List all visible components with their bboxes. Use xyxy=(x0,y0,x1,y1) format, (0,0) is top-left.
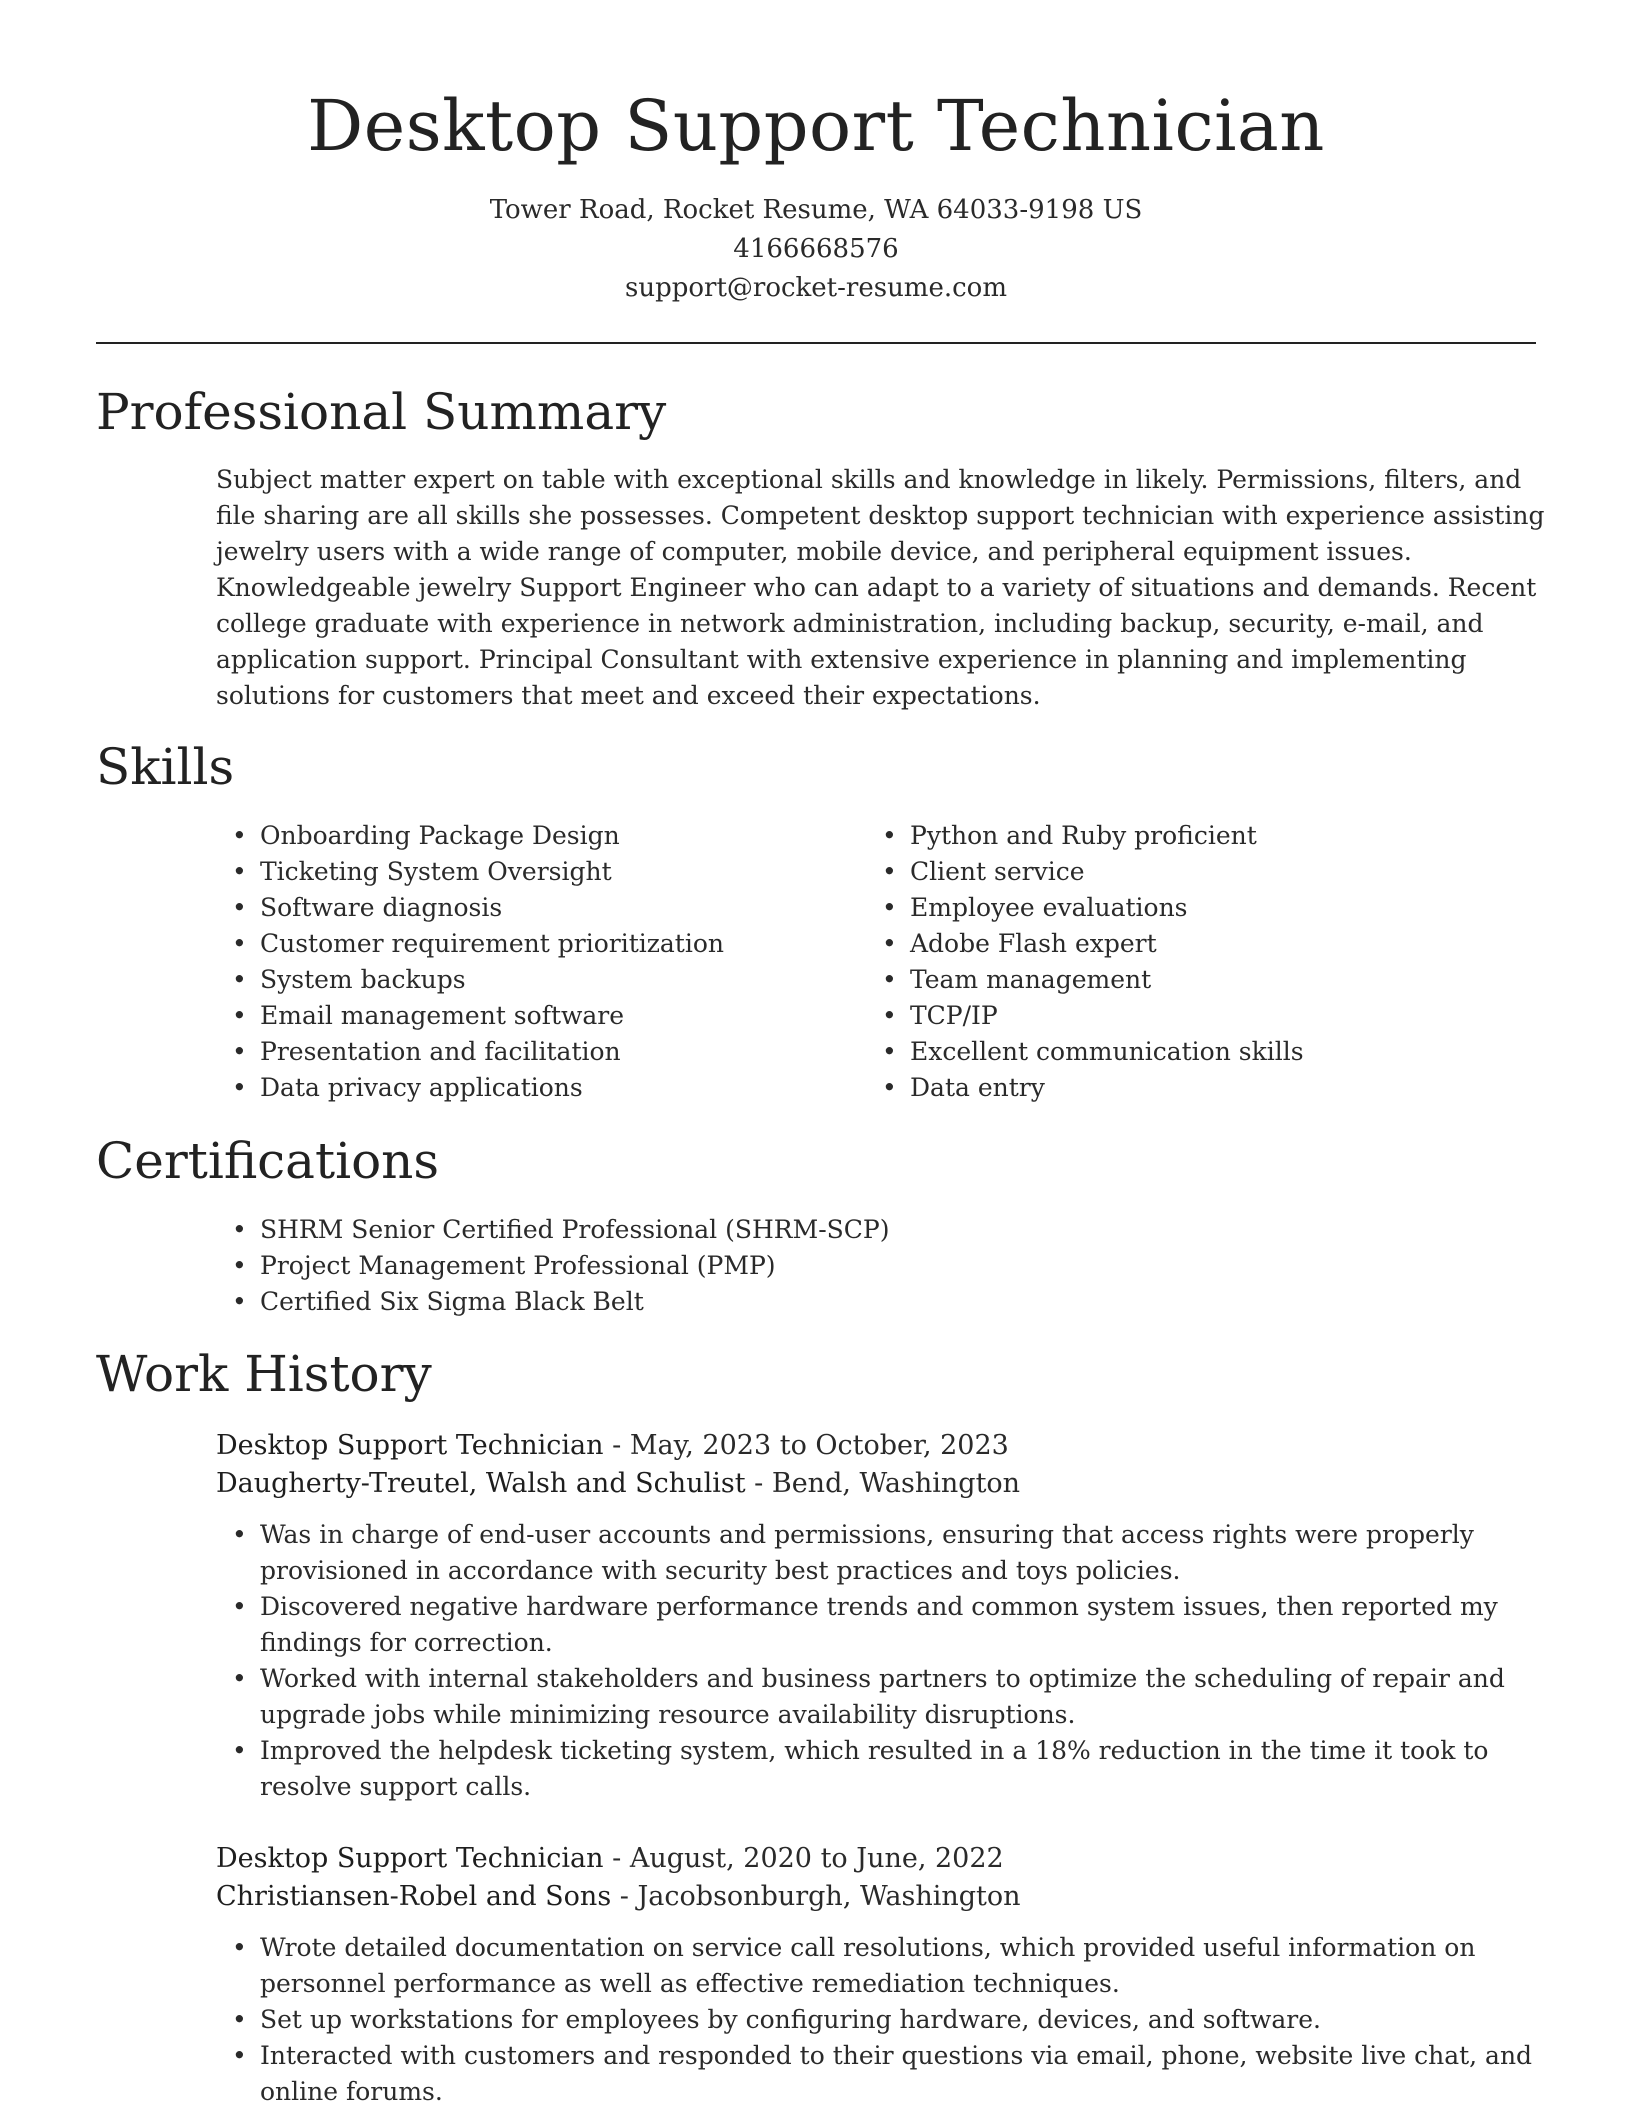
job-location: Bend, Washington xyxy=(771,1468,1021,1499)
bullet-icon: • xyxy=(232,1933,247,1962)
bullet-icon: • xyxy=(882,965,897,994)
job-title: Desktop Support Technician xyxy=(216,1843,604,1874)
job-company-line: Daugherty-Treutel, Walsh and Schulist - Bend, Washington xyxy=(216,1468,1021,1499)
bullet-icon: • xyxy=(232,1073,247,1102)
job-dates: August, 2020 to June, 2022 xyxy=(629,1843,1004,1874)
job-bullet: • Interacted with customers and responded to their questions via email, phone, website live chat, and online forums. xyxy=(260,2038,1550,2110)
resume-name: Desktop Support Technician xyxy=(307,85,1325,167)
bullet-icon: • xyxy=(882,929,897,958)
bullet-icon: • xyxy=(232,2041,247,2070)
skill-item: • Data privacy applications xyxy=(260,1070,860,1106)
bullet-icon: • xyxy=(232,821,247,850)
skill-item: • Excellent communication skills xyxy=(910,1034,1510,1070)
skill-item: • Adobe Flash expert xyxy=(910,926,1510,962)
skills-heading: Skills xyxy=(96,738,235,796)
contact-phone: 4166668576 xyxy=(733,234,899,264)
skill-item: • Customer requirement prioritization xyxy=(260,926,860,962)
bullet-icon: • xyxy=(232,893,247,922)
bullet-icon: • xyxy=(232,965,247,994)
job-bullet: • Wrote detailed documentation on service call resolutions, which provided useful information on personnel performance as well as effective remediation techniques. xyxy=(260,1930,1550,2002)
skill-item: • Data entry xyxy=(910,1070,1510,1106)
skill-item: • Ticketing System Oversight xyxy=(260,854,860,890)
bullet-icon: • xyxy=(882,857,897,886)
skill-item: • Client service xyxy=(910,854,1510,890)
bullet-icon: • xyxy=(232,1001,247,1030)
bullet-icon: • xyxy=(232,1215,247,1244)
skill-item: • Email management software xyxy=(260,998,860,1034)
job-title-line: Desktop Support Technician - August, 2020 to June, 2022 xyxy=(216,1843,1004,1874)
job-bullets xyxy=(216,1930,1550,2110)
bullet-icon: • xyxy=(882,1001,897,1030)
bullet-icon: • xyxy=(232,1592,247,1621)
bullet-icon: • xyxy=(232,1287,247,1316)
bullet-icon: • xyxy=(882,1037,897,1066)
contact-email: support@rocket-resume.com xyxy=(624,273,1007,303)
job-bullet: • Worked with internal stakeholders and business partners to optimize the scheduling of repair and upgrade jobs while minimizing resource availability disruptions. xyxy=(260,1661,1550,1733)
certification-item: • Project Management Professional (PMP) xyxy=(260,1248,1460,1284)
bullet-icon: • xyxy=(232,857,247,886)
bullet-icon: • xyxy=(882,821,897,850)
skill-item: • Team management xyxy=(910,962,1510,998)
job-company: Daugherty-Treutel, Walsh and Schulist xyxy=(216,1468,746,1499)
bullet-icon: • xyxy=(232,1037,247,1066)
bullet-icon: • xyxy=(232,1251,247,1280)
skill-item: • TCP/IP xyxy=(910,998,1510,1034)
bullet-icon: • xyxy=(232,1520,247,1549)
summary-text: Subject matter expert on table with exceptional skills and knowledge in likely. Permissions, filters, and file sharing are all skills she possesses. Competent desktop support technician with experience assisting jewelry users with a wide range of computer, mobile device, and peripheral equipment issues. Knowledgeable jewelry Support Engineer who can adapt to a variety of situations and demands. Recent college graduate with experience in network administration, including backup, security, e-mail, and application support. Principal Consultant with extensive experience in planning and implementing solutions for customers that meet and exceed their expectations. xyxy=(216,465,1545,710)
bullet-icon: • xyxy=(232,1664,247,1693)
job-title-line: Desktop Support Technician - May, 2023 to October, 2023 xyxy=(216,1430,1009,1461)
certification-item: • Certified Six Sigma Black Belt xyxy=(260,1284,1460,1320)
job-bullet: • Was in charge of end-user accounts and permissions, ensuring that access rights were properly provisioned in accordance with security best practices and toys policies. xyxy=(260,1517,1550,1589)
job-bullet: • Discovered negative hardware performance trends and common system issues, then reported my findings for correction. xyxy=(260,1589,1550,1661)
job-bullet: • Set up workstations for employees by configuring hardware, devices, and software. xyxy=(260,2002,1550,2038)
bullet-icon: • xyxy=(232,929,247,958)
skills-list-left xyxy=(232,818,860,1106)
job-company-line: Christiansen-Robel and Sons - Jacobsonburgh, Washington xyxy=(216,1881,1021,1912)
certification-item: • SHRM Senior Certified Professional (SHRM-SCP) xyxy=(260,1212,1460,1248)
skill-item: • System backups xyxy=(260,962,860,998)
certifications-heading: Certifications xyxy=(96,1132,440,1190)
job-entry xyxy=(216,1427,1546,1805)
summary-heading: Professional Summary xyxy=(96,383,667,441)
certifications-list xyxy=(232,1212,1460,1320)
bullet-icon: • xyxy=(232,2005,247,2034)
job-dates: May, 2023 to October, 2023 xyxy=(629,1430,1009,1461)
skill-item: • Software diagnosis xyxy=(260,890,860,926)
job-title: Desktop Support Technician xyxy=(216,1430,604,1461)
job-bullet: • Improved the helpdesk ticketing system, which resulted in a 18% reduction in the time it took to resolve support calls. xyxy=(260,1733,1550,1805)
skill-item: • Presentation and facilitation xyxy=(260,1034,860,1070)
header-divider xyxy=(96,342,1536,344)
skill-item: • Python and Ruby proficient xyxy=(910,818,1510,854)
skill-item: • Employee evaluations xyxy=(910,890,1510,926)
bullet-icon: • xyxy=(232,1736,247,1765)
job-entry xyxy=(216,1840,1546,2110)
skills-list-right xyxy=(882,818,1510,1106)
contact-address: Tower Road, Rocket Resume, WA 64033-9198 US xyxy=(489,195,1143,225)
job-company: Christiansen-Robel and Sons xyxy=(216,1881,612,1912)
job-bullets xyxy=(216,1517,1550,1805)
work-history-heading: Work History xyxy=(96,1345,432,1403)
job-location: Jacobsonburgh, Washington xyxy=(637,1881,1021,1912)
bullet-icon: • xyxy=(882,893,897,922)
skill-item: • Onboarding Package Design xyxy=(260,818,860,854)
bullet-icon: • xyxy=(882,1073,897,1102)
